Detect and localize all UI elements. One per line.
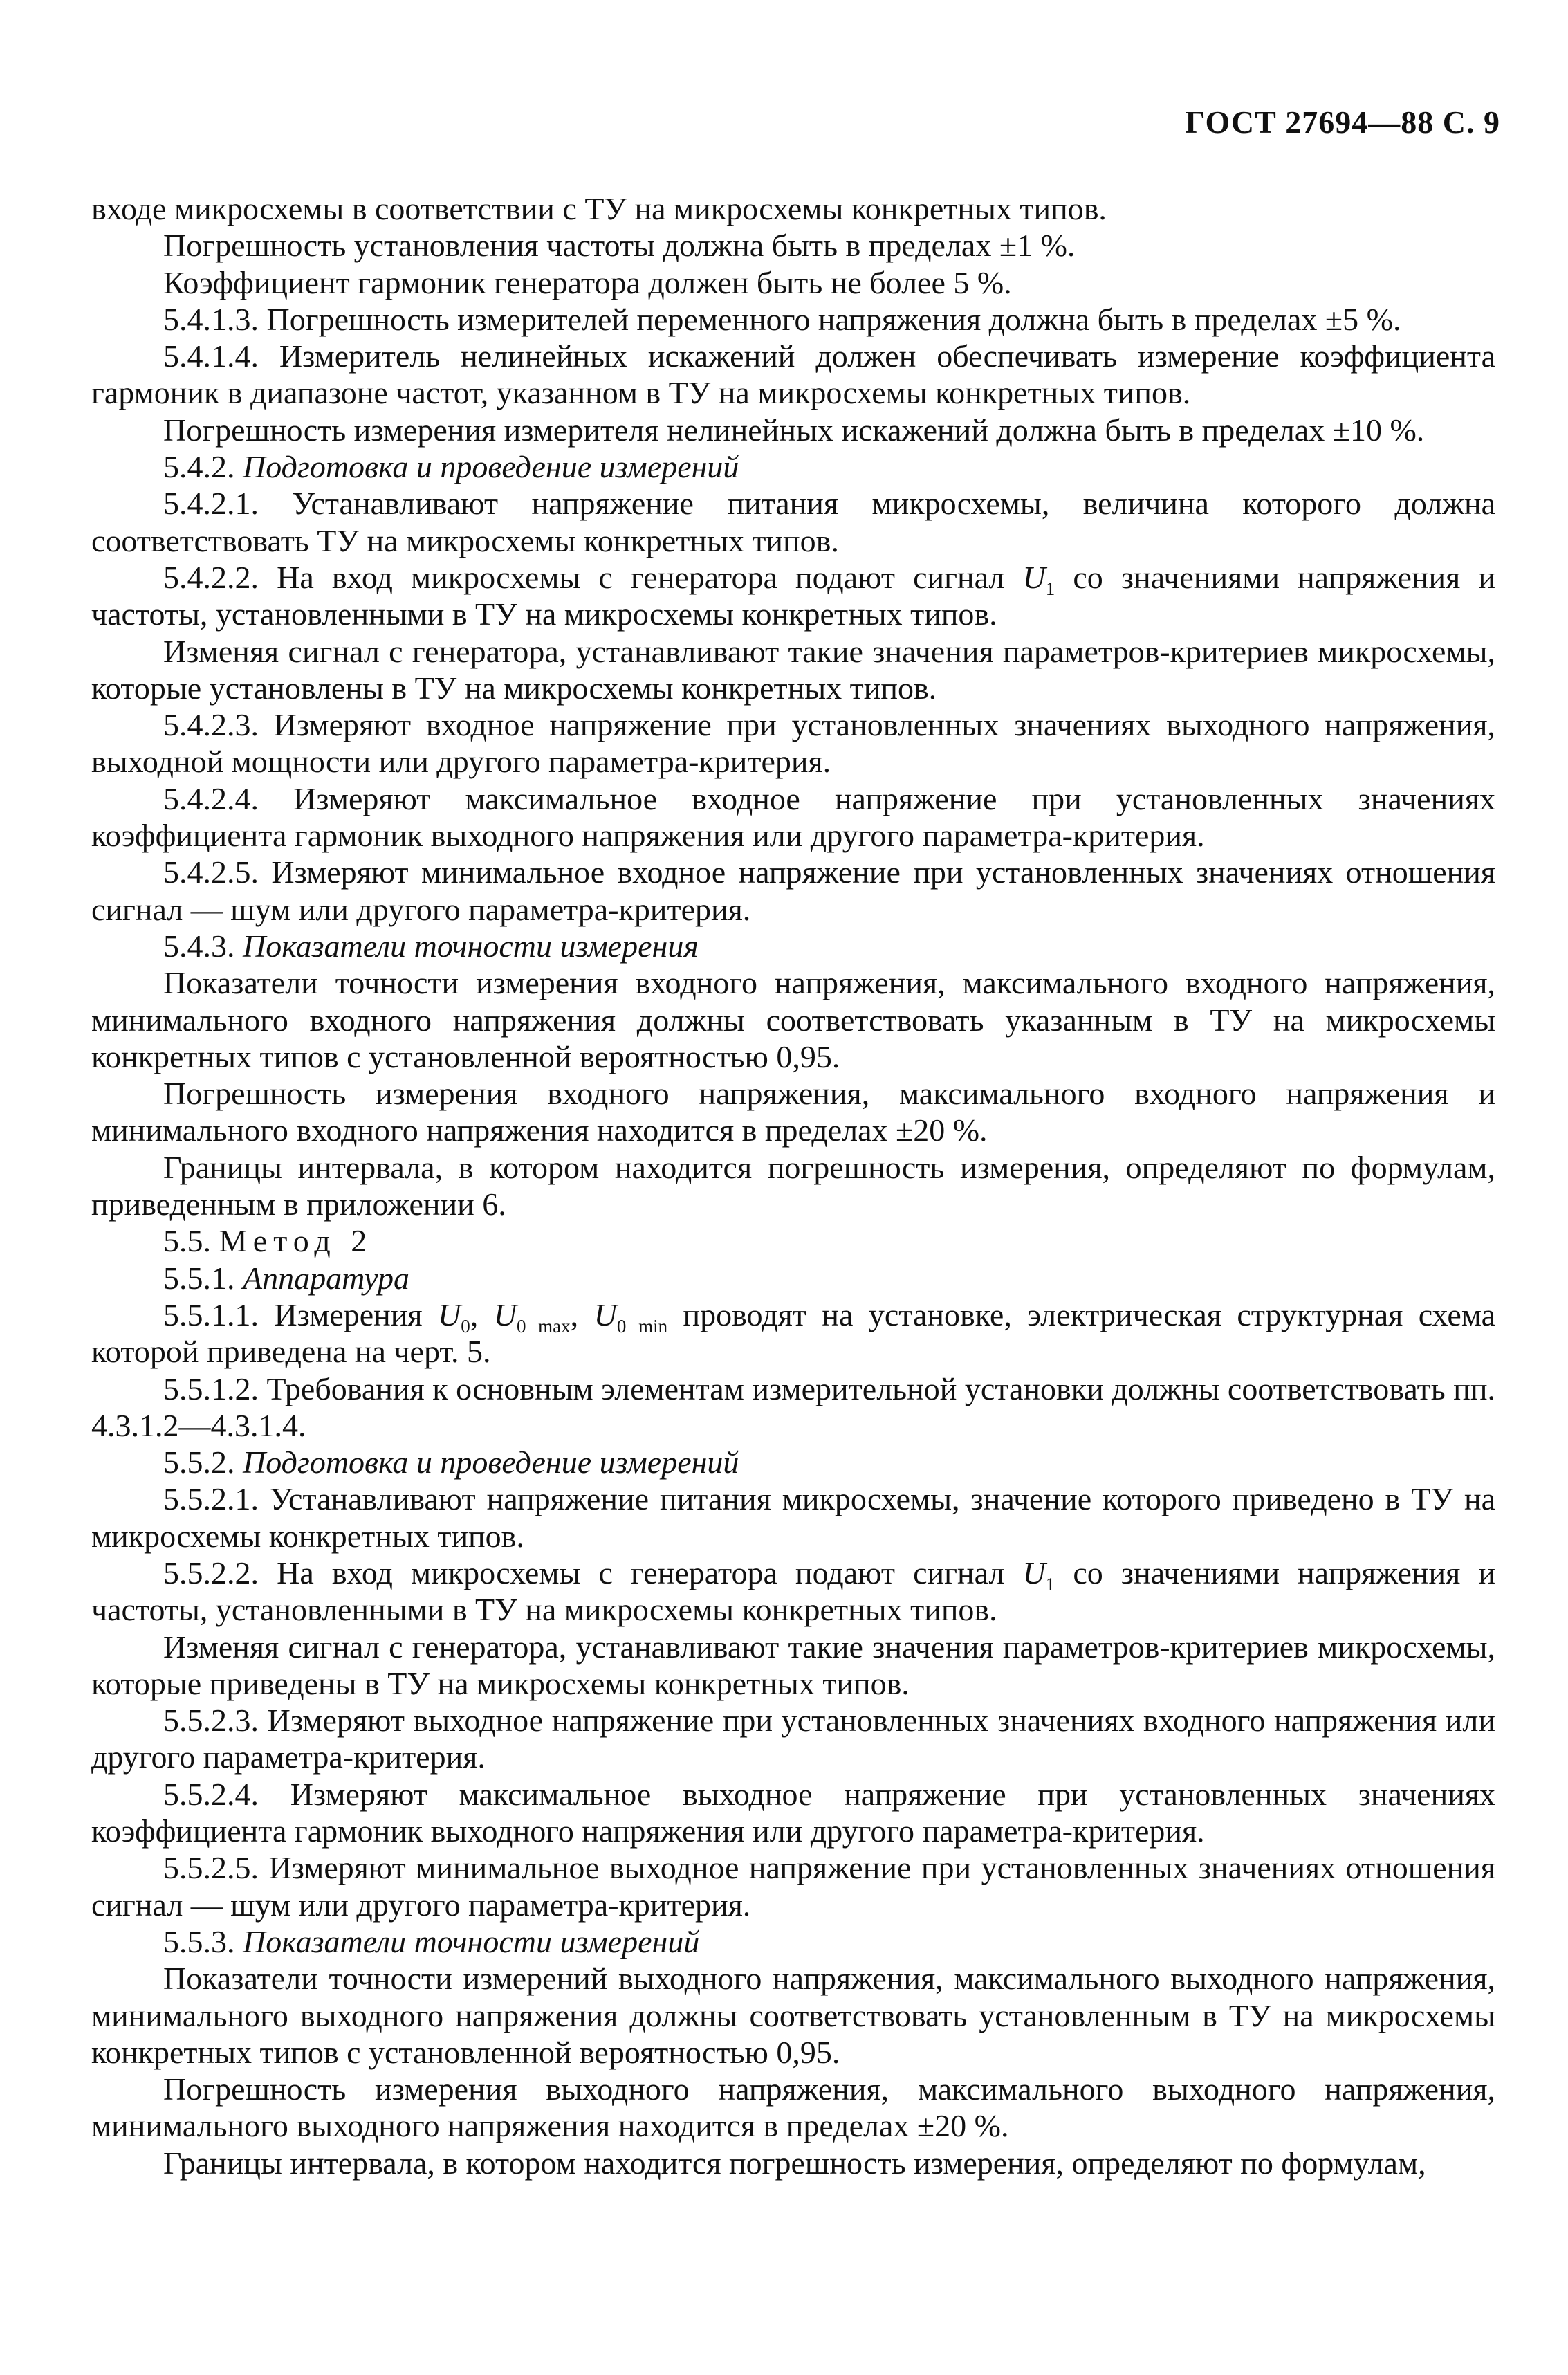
section-heading bbox=[91, 1222, 1495, 1259]
paragraph: Границы интервала, в котором находится погрешность измерения, определяют по формулам, приведенным в приложении 6. bbox=[91, 1149, 1495, 1222]
paragraph: Погрешность измерения выходного напряжения, максимального выходного напряжения, минимального выходного напряжения находится в пределах ±20 %. bbox=[91, 2071, 1495, 2144]
section-title: Показатели точности измерения bbox=[243, 928, 699, 964]
section-title: Показатели точности измерений bbox=[243, 1923, 700, 1959]
paragraph: Изменяя сигнал с генератора, устанавливают такие значения параметров-критериев микросхемы, которые приведены в ТУ на микросхемы конкретных типов. bbox=[91, 1629, 1495, 1701]
section-heading bbox=[91, 1923, 1495, 1960]
variable-subscript: 0 min bbox=[616, 1315, 668, 1337]
section-title: Подготовка и проведение измерений bbox=[243, 449, 739, 485]
document-body bbox=[91, 190, 1495, 2181]
section-title: Метод 2 bbox=[219, 1223, 373, 1259]
variable-subscript: 0 max bbox=[516, 1315, 571, 1337]
section-number: 5.5.2. bbox=[163, 1445, 235, 1480]
paragraph: 5.5.2.4. Измеряют максимальное выходное напряжение при установленных значениях коэффициента гармоник выходного напряжения или другого параметра-критерия. bbox=[91, 1776, 1495, 1849]
paragraph: Погрешность измерения входного напряжения, максимального входного напряжения и минимального входного напряжения находится в пределах ±20 %. bbox=[91, 1076, 1495, 1148]
variable-symbol: U bbox=[1022, 1555, 1046, 1590]
text-run: 5.5.2.2. На вход микросхемы с генератора подают сигнал bbox=[163, 1555, 1005, 1590]
paragraph: 5.4.1.3. Погрешность измерителей переменного напряжения должна быть в пределах ±5 %. bbox=[163, 301, 1401, 337]
text-run: 5.5.1.1. Измерения bbox=[163, 1296, 423, 1332]
section-heading bbox=[91, 1260, 1495, 1296]
paragraph: 5.4.2.5. Измеряют минимальное входное напряжение при установленных значениях отношения сигнал — шум или другого параметра-критерия. bbox=[91, 854, 1495, 927]
section-number: 5.5.3. bbox=[163, 1923, 235, 1959]
section-heading bbox=[91, 1444, 1495, 1480]
variable-subscript: 1 bbox=[1045, 1573, 1055, 1595]
paragraph: 5.4.2.4. Измеряют максимальное входное напряжение при установленных значениях коэффициента гармоник выходного напряжения или другого параметра-критерия. bbox=[91, 780, 1495, 854]
paragraph: Погрешность измерения измерителя нелинейных искажений должна быть в пределах ±10 %. bbox=[163, 412, 1425, 448]
variable-symbol: U bbox=[493, 1296, 517, 1332]
text-run: со значениями напряжения и частоты, установленными в ТУ на микросхемы конкретных типов. bbox=[91, 559, 1495, 632]
section-heading bbox=[91, 928, 1495, 964]
text-run: со значениями напряжения и частоты, установленными в ТУ на микросхемы конкретных типов. bbox=[91, 1555, 1495, 1628]
text-run: 5.4.2.2. На вход микросхемы с генератора подают сигнал bbox=[163, 559, 1005, 595]
paragraph bbox=[91, 559, 1495, 633]
paragraph: 5.5.1.2. Требования к основным элементам измерительной установки должны соответствовать пп. 4.3.1.2—4.3.1.4. bbox=[91, 1370, 1495, 1443]
paragraph: 5.5.2.3. Измеряют выходное напряжение при установленных значениях входного напряжения или другого параметра-критерия. bbox=[91, 1703, 1495, 1775]
variable-subscript: 1 bbox=[1045, 578, 1055, 599]
paragraph: 5.4.1.4. Измеритель нелинейных искажений должен обеспечивать измерение коэффициента гармоник в диапазоне частот, указанном в ТУ на микросхемы конкретных типов. bbox=[91, 338, 1495, 411]
paragraph: входе микросхемы в соответствии с ТУ на микросхемы конкретных типов. bbox=[91, 191, 1107, 226]
paragraph: Погрешность установления частоты должна быть в пределах ±1 %. bbox=[163, 228, 1076, 264]
section-number: 5.4.2. bbox=[163, 449, 235, 485]
section-title: Аппаратура bbox=[243, 1260, 409, 1296]
section-title: Подготовка и проведение измерений bbox=[243, 1445, 739, 1480]
paragraph: 5.5.2.5. Измеряют минимальное выходное напряжение при установленных значениях отношения сигнал — шум или другого параметра-критерия. bbox=[91, 1850, 1495, 1923]
paragraph: Изменяя сигнал с генератора, устанавливают такие значения параметров-критериев микросхемы, которые установлены в ТУ на микросхемы конкретных типов. bbox=[91, 633, 1495, 706]
paragraph: 5.4.2.3. Измеряют входное напряжение при установленных значениях выходного напряжения, выходной мощности или другого параметра-критерия. bbox=[91, 707, 1495, 780]
variable-subscript: 0 bbox=[461, 1315, 470, 1337]
paragraph: 5.5.2.1. Устанавливают напряжение питания микросхемы, значение которого приведено в ТУ на микросхемы конкретных типов. bbox=[91, 1481, 1495, 1554]
section-heading bbox=[91, 448, 1495, 485]
section-number: 5.4.3. bbox=[163, 928, 235, 964]
section-number: 5.5.1. bbox=[163, 1260, 235, 1296]
variable-symbol: U bbox=[1022, 559, 1046, 595]
paragraph: 5.5.1.1. Измерения $U_0$, $U_{0 max}$, $U_{0 min}$ проводят на установке, электрическая структурная схема которой приведена на черт. 5. bbox=[91, 1296, 1496, 1370]
paragraph: Границы интервала, в котором находится погрешность измерения, определяют по формулам, bbox=[163, 2145, 1426, 2181]
section-number: 5.5. bbox=[163, 1223, 211, 1259]
paragraph: Показатели точности измерения входного напряжения, максимального входного напряжения, минимального входного напряжения должны соответствовать указанным в ТУ на микросхемы конкретных типов с установленной вероятностью 0,95. bbox=[91, 965, 1495, 1074]
text-run: проводят на установке, электрическая структурная схема которой приведена на черт. 5. bbox=[91, 1296, 1496, 1370]
variable-symbol: U bbox=[438, 1296, 461, 1332]
page-header: ГОСТ 27694—88 С. 9 bbox=[1185, 104, 1500, 140]
paragraph: 5.4.2.1. Устанавливают напряжение питания микросхемы, величина которого должна соответствовать ТУ на микросхемы конкретных типов. bbox=[91, 486, 1495, 558]
paragraph: Показатели точности измерений выходного напряжения, максимального выходного напряжения, минимального выходного напряжения должны соответствовать установленным в ТУ на микросхемы конкретных типов с установленной вероятностью 0,95. bbox=[91, 1961, 1495, 2070]
paragraph: Коэффициент гармоник генератора должен быть не более 5 %. bbox=[163, 264, 1012, 300]
variable-symbol: U bbox=[593, 1296, 617, 1332]
paragraph bbox=[91, 1555, 1495, 1629]
